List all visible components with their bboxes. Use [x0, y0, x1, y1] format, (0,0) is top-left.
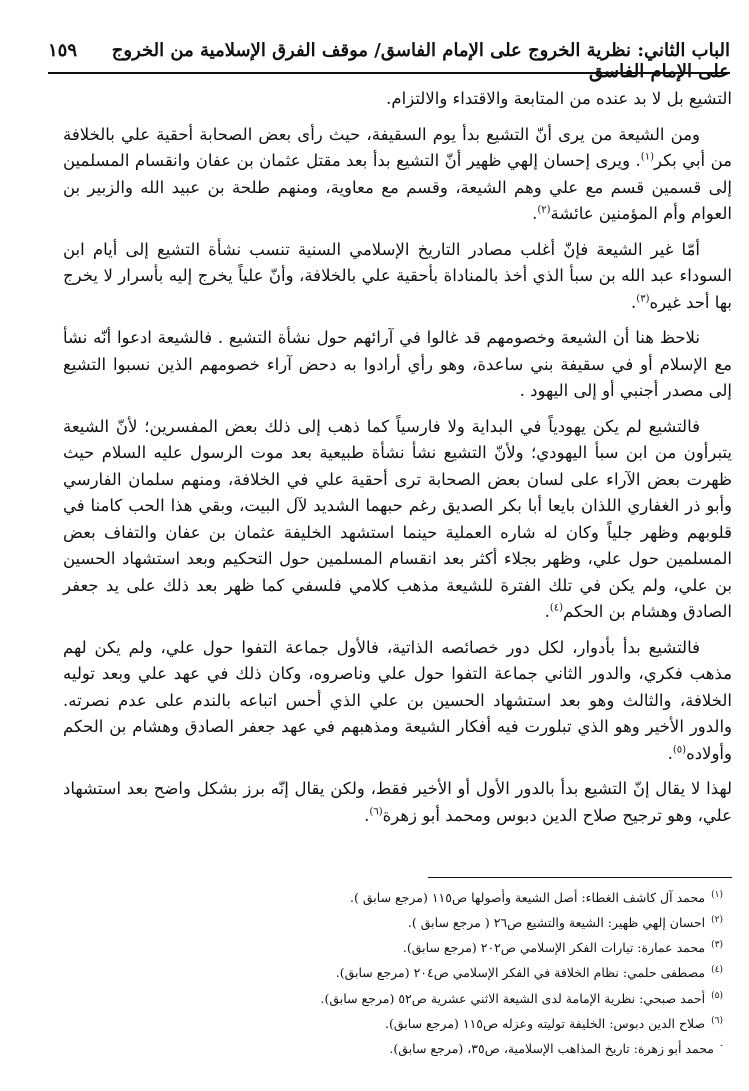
paragraph-text: أمّا غير الشيعة فإنّ أغلب مصادر التاريخ الإسلامي السنية تنسب نشأة التشيع إلى أيام ابن السوداء عبد الله بن سبأ الذي أخذ بالمناداة بأحقية علي بالخلافة، وأنّ علياً يخرج إليه بأسرار لا يخرج بها أحد غيره [63, 239, 732, 312]
footnote-item [63, 959, 723, 984]
paragraph-text: لهذا لا يقال إنّ التشيع بدأ بالدور الأول أو الأخير فقط، ولكن يقال إنّه برز بشكل واضح بعد استشهاد علي، وهو ترجيح صلاح الدين دبوس ومحمد أبو زهرة [63, 779, 732, 825]
footnote-number: (٣) [711, 940, 723, 951]
footnote-ref[interactable]: (٣) [636, 293, 650, 304]
paragraph-text: التشيع بل لا بد عنده من المتابعة والاقتداء والالتزام. [386, 89, 732, 108]
paragraph-text: . [532, 204, 538, 223]
paragraph [63, 635, 732, 768]
footnote-number: - [719, 1040, 723, 1051]
footnote-text: احسان إلهي ظهير: الشيعة والتشيع ص٢٦ ( مرجع سابق ). [407, 915, 706, 931]
footnote-item [63, 1035, 723, 1060]
footnote-item [63, 1010, 723, 1035]
footnote-text: محمد أبو زهرة: تاريخ المذاهب الإسلامية، ص٣٥، (مرجع سابق). [389, 1041, 714, 1057]
footnote-number: (٢) [711, 915, 723, 926]
paragraph-text: نلاحظ هنا أن الشيعة وخصومهم قد غالوا في آرائهم حول نشأة التشيع . فالشيعة ادعوا أنّه نشأ مع الإسلام أو في سقيفة بني ساعدة، وهو رأي أرادوا به دحض آراء خصومهم الذين نسبوا التشيع إلى مصدر أجنبي أو إلى اليهود . [63, 328, 732, 400]
running-header [48, 40, 730, 82]
paragraph-text: . [667, 743, 673, 763]
footnote-ref[interactable]: (٤) [549, 602, 564, 614]
body-text [63, 86, 732, 838]
footnote-ref[interactable]: (٦) [369, 806, 383, 817]
footnote-item [63, 884, 723, 909]
page-number: ١٥٩ [48, 40, 78, 61]
paragraph [63, 237, 732, 317]
footnote-number: (١) [711, 890, 723, 900]
footnote-item [63, 934, 723, 959]
footnote-number: (٤) [711, 965, 723, 976]
header-divider [48, 72, 730, 74]
header-title: الباب الثاني: نظرية الخروج على الإمام الفاسق/ موقف الفرق الإسلامية من الخروج على الإمام الفاسق [111, 40, 730, 82]
footnote-text: مصطفى حلمي: نظام الخلافة في الفكر الإسلامي ص٢٠٤ (مرجع سابق). [335, 965, 706, 981]
footnote-text: محمد عمارة: تيارات الفكر الإسلامي ص٢٠٢ (مرجع سابق). [402, 940, 706, 956]
paragraph [63, 414, 732, 626]
paragraph-text: . [364, 805, 370, 825]
paragraph-text: فالتشيع لم يكن يهودياً في البداية ولا فارسياً كما ذهب إلى ذلك بعض المفسرين؛ لأنّ الشيعة يتبرأون من ابن سبأ اليهودي؛ ولأنّ التشيع نشأ نشأة طبيعية بعد موت الرسول عليه السلام حيث ظهرت بعض الآراء على لسان بعض الصحابة ترى أحقية علي في الخلافة، ومنهم سلمان الفارسي وأبو ذر الغفاري اللذان بايعا أبا بكر الصديق رغم حبهما الشديد لآل البيت، وبقي هذا الحب كامنا في قلوبهم وظهر جلياً وكان له شاره العملية حينما استشهد الخليفة عثمان بن عفان والتفاف بعض المسلمين حول علي، وظهر بجلاء أكثر بعد انقسام المسلمين حول التحكيم وبعد استشهاد الحسين بن علي، ولم يكن في تلك الفترة للشيعة مذهب كلامي فلسفي كما ظهر بعد ذلك على يد جعفر الصادق وهشام بن الحكم [63, 416, 732, 621]
footnotes [63, 884, 723, 1060]
footnote-divider [428, 877, 732, 878]
footnote-ref[interactable]: (٢) [537, 204, 551, 216]
paragraph [63, 86, 732, 113]
footnote-item [63, 909, 723, 934]
paragraph [63, 122, 732, 228]
paragraph-text: فالتشيع بدأ بأدوار، لكل دور خصائصه الذاتية، فالأول جماعة التفوا حول علي، ولم يكن لهم مذهب فكري، والدور الثاني جماعة التفوا حول علي وناصروه، وكان ذلك في عهد علي وبعد توليه الخلافة، والثالث وهو بعد استشهاد الحسين بن علي الذي أحس اتباعه بالندم على عدم نصرته. والدور الأخير وهو الذي تبلورت فيه أفكار الشيعة ومذهبهم في عهد جعفر الصادق وهشام بن الحكم وأولاده [63, 637, 732, 763]
footnote-text: محمد آل كاشف الغطاء: أصل الشيعة وأصولها ص١١٥ (مرجع سابق ). [350, 890, 706, 906]
footnote-ref[interactable]: (٥) [672, 744, 687, 755]
footnote-item [63, 985, 723, 1010]
paragraph-text: . ويرى إحسان إلهي ظهير أنّ التشيع بدأ بعد مقتل عثمان بن عفان وانقسام المسلمين إلى قسمين قسم مع علي وهم الشيعة، وقسم مع معاوية، ومنهم طلحة بن عبيد الله والزبير بن العوام وأم المؤمنين عائشة [63, 151, 732, 223]
paragraph [63, 776, 732, 829]
footnote-text: صلاح الدين دبوس: الخليفة توليته وعزله ص١١٥ (مرجع سابق). [385, 1015, 706, 1031]
paragraph-text: . [544, 602, 550, 621]
footnote-number: (٥) [711, 990, 723, 1001]
footnote-ref[interactable]: (١) [640, 151, 654, 163]
footnote-number: (٦) [711, 1015, 723, 1026]
paragraph-text: ومن الشيعة من يرى أنّ التشيع بدأ يوم السقيفة، حيث رأى بعض الصحابة أحقية علي بالخلافة من أبي بكر [63, 124, 732, 170]
paragraph-text: . [631, 292, 637, 312]
footnote-text: أحمد صبحي: نظرية الإمامة لدى الشيعة الاثني عشرية ص٥٢ (مرجع سابق). [320, 990, 706, 1006]
paragraph [63, 325, 732, 405]
